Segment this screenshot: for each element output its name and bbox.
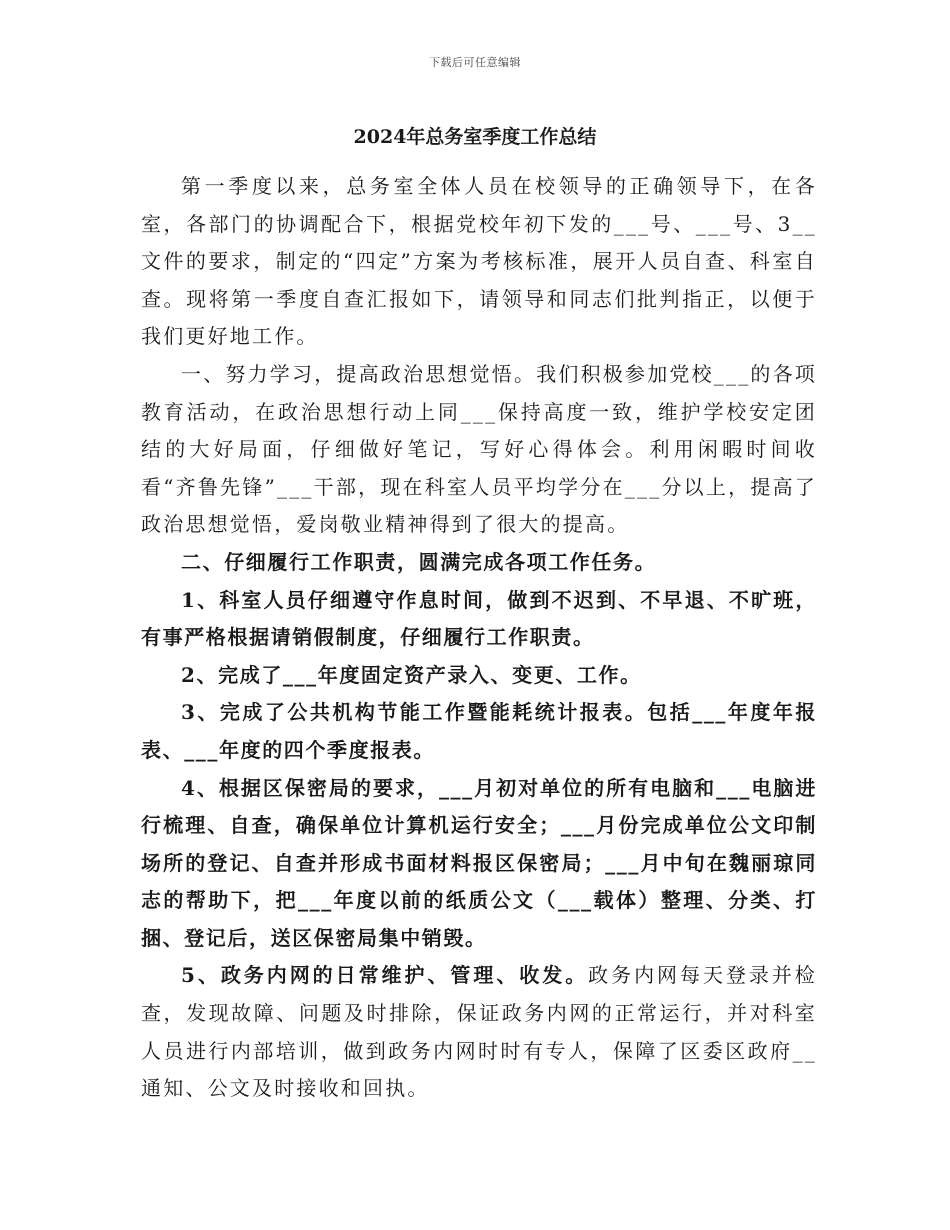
paragraph-intro: 第一季度以来，总务室全体人员在校领导的正确领导下，在各室，各部门的协调配合下，根据党校年初下发的___号、___号、3__文件的要求，制定的“四定”方案为考核标准，展开人员自查、科室自查。现将第一季度自查汇报如下，请领导和同志们批判指正，以便于我们更好地工作。	[141, 174, 817, 349]
section-heading-2: 二、仔细履行工作职责，圆满完成各项工作任务。	[181, 549, 657, 574]
paragraph-section-1: 一、努力学习，提高政治思想觉悟。我们积极参加党校___的各项教育活动，在政治思想行动上同___保持高度一致，维护学校安定团结的大好局面，仔细做好笔记，写好心得体会。利用闲暇时间收看“齐鲁先锋”___干部，现在科室人员平均学分在___分以上，提高了政治思想觉悟，爱岗敬业精神得到了很大的提高。	[141, 361, 817, 537]
list-item-3: 3、完成了公共机构节能工作暨能耗统计报表。包括___年度年报表、___年度的四个季度报表。	[141, 700, 817, 762]
list-item-5-text: 政务内网每天登录并检查，发现故障、问题及时排除，保证政务内网的正常运行，并对科室人员进行内部培训，做到政务内网时时有专人，保障了区委区政府__通知、公文及时接收和回执。	[141, 963, 817, 1101]
document-title: 2024年总务室季度工作总结	[353, 126, 597, 148]
list-item-1: 1、科室人员仔细遵守作息时间，做到不迟到、不早退、不旷班，有事严格根据请销假制度，仔细履行工作职责。	[141, 587, 817, 650]
document-body	[141, 168, 817, 1108]
list-item-4: 4、根据区保密局的要求，___月初对单位的所有电脑和___电脑进行梳理、自查，确保单位计算机运行安全；___月份完成单位公文印制场所的登记、自查并形成书面材料报区保密局；___月中旬在魏丽琼同志的帮助下，把___年度以前的纸质公文（___载体）整理、分类、打捆、登记后，送区保密局集中销毁。	[141, 775, 817, 950]
header-note: 下载后可任意编辑	[429, 56, 521, 69]
list-item-5	[141, 957, 817, 1107]
list-item-2: 2、完成了___年度固定资产录入、变更、工作。	[181, 662, 642, 687]
list-item-5-lead: 5、政务内网的日常维护、管理、收发。	[181, 963, 589, 988]
